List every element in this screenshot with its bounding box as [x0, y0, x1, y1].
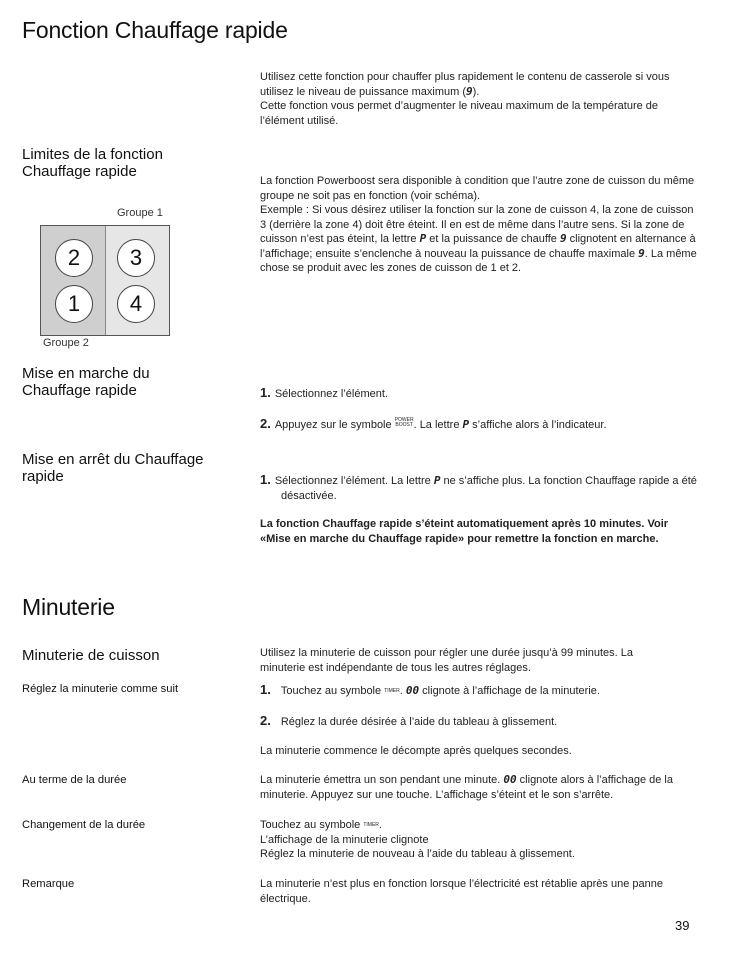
limits-heading: Limites de la fonction Chauffage rapide: [22, 146, 163, 180]
set-step-2-text: Réglez la durée désirée à l’aide du tableau à glissement.: [280, 716, 558, 728]
set-after-text: La minuterie commence le décompte après quelques secondes.: [260, 745, 572, 757]
cooking-timer-heading: Minuterie de cuisson: [22, 647, 160, 664]
cooking-zone-1: 1: [55, 285, 93, 323]
step-number: 2.: [260, 416, 271, 431]
intro-text: [260, 70, 700, 128]
level-9-symbol: 9: [466, 84, 473, 98]
change-label: Changement de la durée: [22, 819, 146, 831]
letter-p-symbol: P: [462, 418, 470, 431]
limits-p2-d: . La même chose se produit avec les zones de cuisson de 1 et 2.: [260, 247, 697, 274]
timer-icon: TIMER: [363, 822, 379, 828]
intro-p2: Cette fonction vous permet d’augmenter le niveau maximum de la température de l’élément utilisé.: [260, 100, 659, 127]
end-text-a: La minuterie émettra un son pendant une minute.: [260, 774, 504, 786]
cooking-zone-3: 3: [117, 239, 155, 277]
change-line-1-a: Touchez au symbole: [260, 819, 364, 831]
stop-step-1-b: ne s’affiche plus. La fonction Chauffage rapide a été désactivée.: [281, 475, 697, 502]
level-9-symbol: 9: [638, 246, 645, 260]
level-9-symbol: 9: [559, 232, 567, 245]
cooking-zone-2: 2: [55, 239, 93, 277]
timer-display-00: 00: [503, 773, 517, 786]
cooktop-diagram: [40, 225, 170, 336]
stop-step-1-a: Sélectionnez l’élément. La lettre: [274, 475, 434, 487]
page-number: 39: [675, 918, 690, 933]
remark-text: La minuterie n’est plus en fonction lorsque l’électricité est rétablie après une panne électrique.: [260, 878, 663, 905]
change-text: [260, 818, 700, 862]
letter-p-symbol: P: [433, 474, 441, 487]
power-boost-icon: POWER BOOST: [394, 417, 414, 428]
start-step-1-text: Sélectionnez l’élément.: [274, 388, 388, 400]
page-title-chauffage-rapide: Fonction Chauffage rapide: [22, 17, 288, 43]
group-1-label: Groupe 1: [117, 207, 163, 219]
letter-p-symbol: P: [419, 232, 427, 245]
end-text-b: clignote alors à l’affichage de la minuterie. Appuyez sur une touche. L’affichage s’éteint et le son s’arrête.: [260, 774, 673, 801]
cooking-zone-4: 4: [117, 285, 155, 323]
set-timer-label: Réglez la minuterie comme suit: [22, 683, 179, 695]
intro-p1-a: Utilisez cette fonction pour chauffer plus rapidement le contenu de casserole si vous utilisez le niveau de puissance maximum (: [260, 71, 670, 98]
change-line-2: L’affichage de la minuterie clignote: [260, 833, 429, 846]
set-step-1: [260, 683, 700, 699]
set-step-1-a: Touchez au symbole: [280, 685, 385, 697]
change-line-1-b: .: [378, 819, 382, 831]
limits-p2-a: Exemple : Si vous désirez utiliser la fonction sur la zone de cuisson 4, la zone de cuisson 3 (derrière la zone 4) doit être éteint. Il en est de même dans l’autre sens. Si la zone de cuisson n’est pas éteint, la lettre: [260, 204, 694, 245]
intro-p1-b: ).: [472, 85, 480, 98]
step-number: 1.: [260, 472, 271, 487]
start-step-2-a: Appuyez sur le symbole: [274, 419, 395, 431]
remark-label: Remarque: [22, 878, 75, 890]
cooking-timer-intro: Utilisez la minuterie de cuisson pour régler une durée jusqu’à 99 minutes. La minuterie est indépendante de tous les autres réglages.: [260, 647, 633, 674]
start-step-2-c: s’affiche alors à l’indicateur.: [469, 419, 607, 431]
step-number: 1.: [260, 682, 271, 697]
start-step-1: [260, 386, 700, 402]
step-number: 2.: [260, 713, 271, 728]
timer-icon: TIMER: [384, 688, 400, 694]
timer-display-00: 00: [405, 684, 420, 697]
limits-p1: La fonction Powerboost sera disponible à condition que l’autre zone de cuisson du même groupe ne soit pas en fonction (voir schéma).: [260, 175, 695, 202]
set-step-2: [260, 714, 700, 730]
end-label: Au terme de la durée: [22, 774, 127, 786]
start-step-2-b: . La lettre: [413, 419, 463, 431]
start-step-2: [260, 417, 700, 433]
step-number: 1.: [260, 385, 271, 400]
stop-heading: Mise en arrêt du Chauffage rapide: [22, 451, 204, 485]
change-line-3: Réglez la minuterie de nouveau à l’aide du tableau à glissement.: [260, 848, 575, 860]
set-step-1-c: clignote à l’affichage de la minuterie.: [419, 685, 600, 697]
group-2-label: Groupe 2: [43, 337, 89, 349]
limits-p2-b: et la puissance de chauffe: [426, 233, 560, 245]
limits-text: [260, 174, 700, 276]
minuterie-title: Minuterie: [22, 594, 115, 620]
stop-step-1: [260, 473, 721, 503]
stop-note: La fonction Chauffage rapide s’éteint automatiquement après 10 minutes. Voir «Mise en marche du Chauffage rapide» pour remettre la fonction en marche.: [260, 518, 669, 545]
end-text: [260, 773, 690, 802]
set-step-1-b: .: [399, 685, 406, 697]
start-heading: Mise en marche du Chauffage rapide: [22, 365, 150, 399]
limits-p2-c: clignotent en alternance à l’affichage; ensuite s’enclenche à nouveau la puissance de chauffe maximale: [260, 233, 696, 260]
